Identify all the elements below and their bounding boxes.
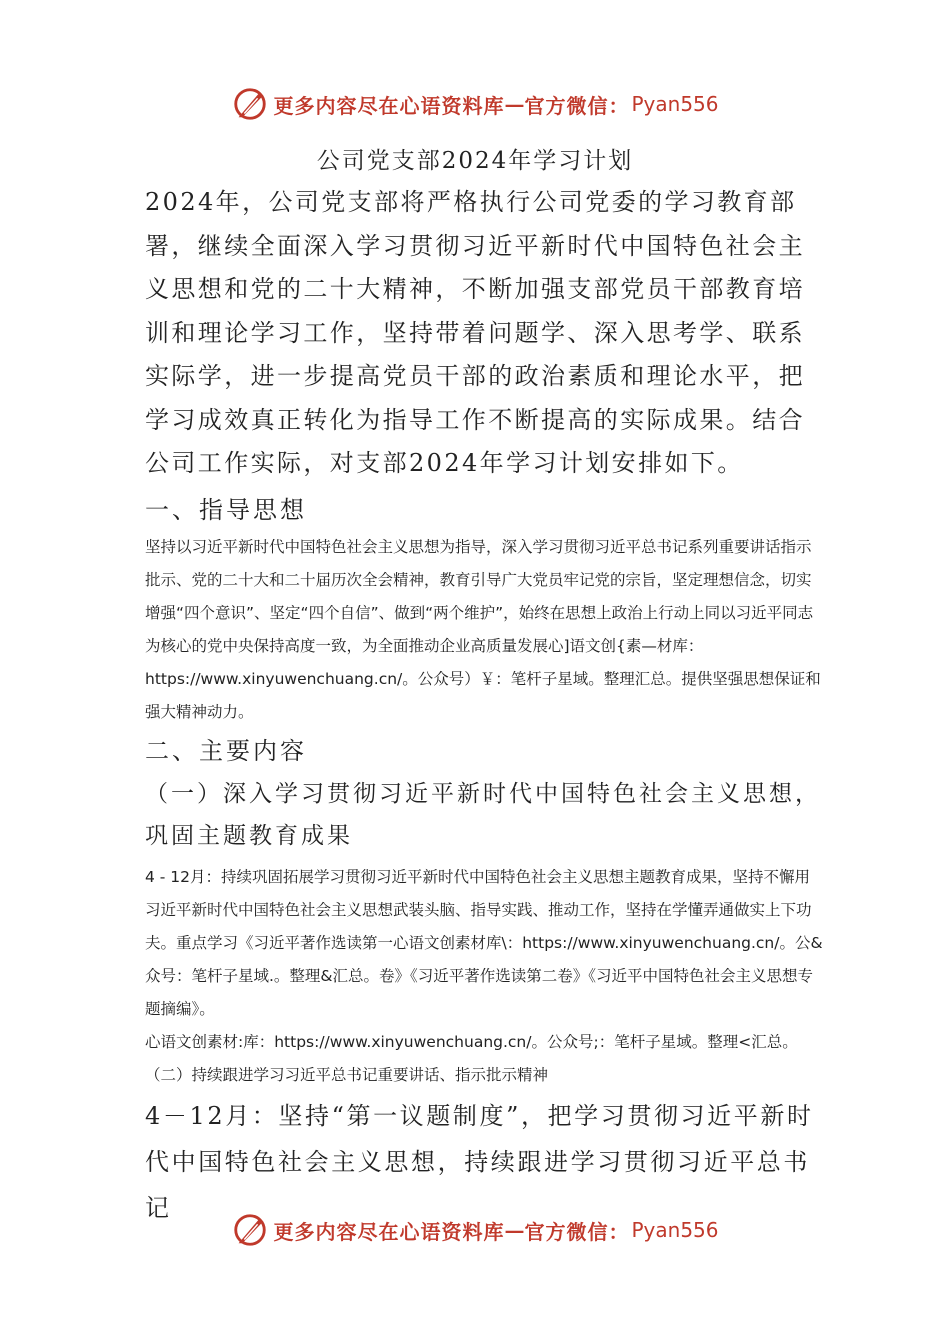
section-guiding-thought-body: 坚持以习近平新时代中国特色社会主义思想为指导，深入学习贯彻习近平总书记系列重要讲话指示批示、党的二十大和二十届历次全会精神，教育引导广大党员牢记党的宗旨，坚定理想信念，切实增强“四个意识”、坚定“四个自信”、做到“两个维护”，始终在思想上政治上行动上同以习近平同志为核心的党中央保持高度一致，为全面推动企业高质量发展心]语文创{素—材库：https://www.xinyuwenchuang.cn/。公众号）￥：笔杆子星域。整理汇总。提供坚强思想保证和强大精神动力。 (145, 538, 821, 721)
subsection-extra-body: 心语文创素材:库：https://www.xinyuwenchuang.cn/。公众号;：笔杆子星域。整理<汇总。（二）持续跟进学习习近平总书记重要讲话、指示批示精神 (145, 1033, 798, 1084)
watermark-label: 官方微信： (524, 93, 630, 118)
subsection-2-body: 4－12月：坚持“第一议题制度”，把学习贯彻习近平新时代中国特色社会主义思想，持续跟进学习贯彻习近平总书记 (145, 1102, 814, 1222)
subsection-1-body: 4 - 12月：持续巩固拓展学习贯彻习近平新时代中国特色社会主义思想主题教育成果，坚持不懈用习近平新时代中国特色社会主义思想武装头脑、指导实践、推动工作，坚持在学懂弄通做实上下功夫。重点学习《习近平著作选读第一心语文创素材库\：https://www.xinyuwenchuang.cn/。公&众号：笔杆子星域.。整理&汇总。卷》《习近平著作选读第二卷》《习近平中国特色社会主义思想专题摘编》。 (145, 868, 823, 1018)
watermark-header (0, 84, 950, 124)
watermark-text: 更多内容尽在心语资料库 (273, 1219, 505, 1244)
watermark-text: 更多内容尽在心语资料库 (273, 93, 505, 118)
intro-paragraph: 2024年，公司党支部将严格执行公司党委的学习教育部署，继续全面深入学习贯彻习近平新时代中国特色社会主义思想和党的二十大精神，不断加强支部党员干部教育培训和理论学习工作，坚持带着问题学、深入思考学、联系实际学，进一步提高党员干部的政治素质和理论水平，把学习成效真正转化为指导工作不断提高的实际成果。结合公司工作实际，对支部2024年学习计划安排如下。 (145, 188, 805, 477)
feather-logo-icon (231, 85, 269, 123)
section-heading-guiding-thought: 一、指导思想 (145, 496, 307, 524)
watermark-separator: — (504, 92, 525, 116)
subsection-heading-1: （一）深入学习贯彻习近平新时代中国特色社会主义思想，巩固主题教育成果 (145, 781, 821, 849)
feather-logo-icon (231, 1211, 269, 1249)
document-title: 公司党支部2024年学习计划 (316, 148, 634, 174)
watermark-footer (0, 1210, 950, 1250)
watermark-separator: — (504, 1218, 525, 1242)
watermark-id: Pyan556 (631, 92, 719, 116)
watermark-label: 官方微信： (524, 1219, 630, 1244)
watermark-id: Pyan556 (631, 1218, 719, 1242)
section-heading-main-content: 二、主要内容 (145, 737, 307, 765)
